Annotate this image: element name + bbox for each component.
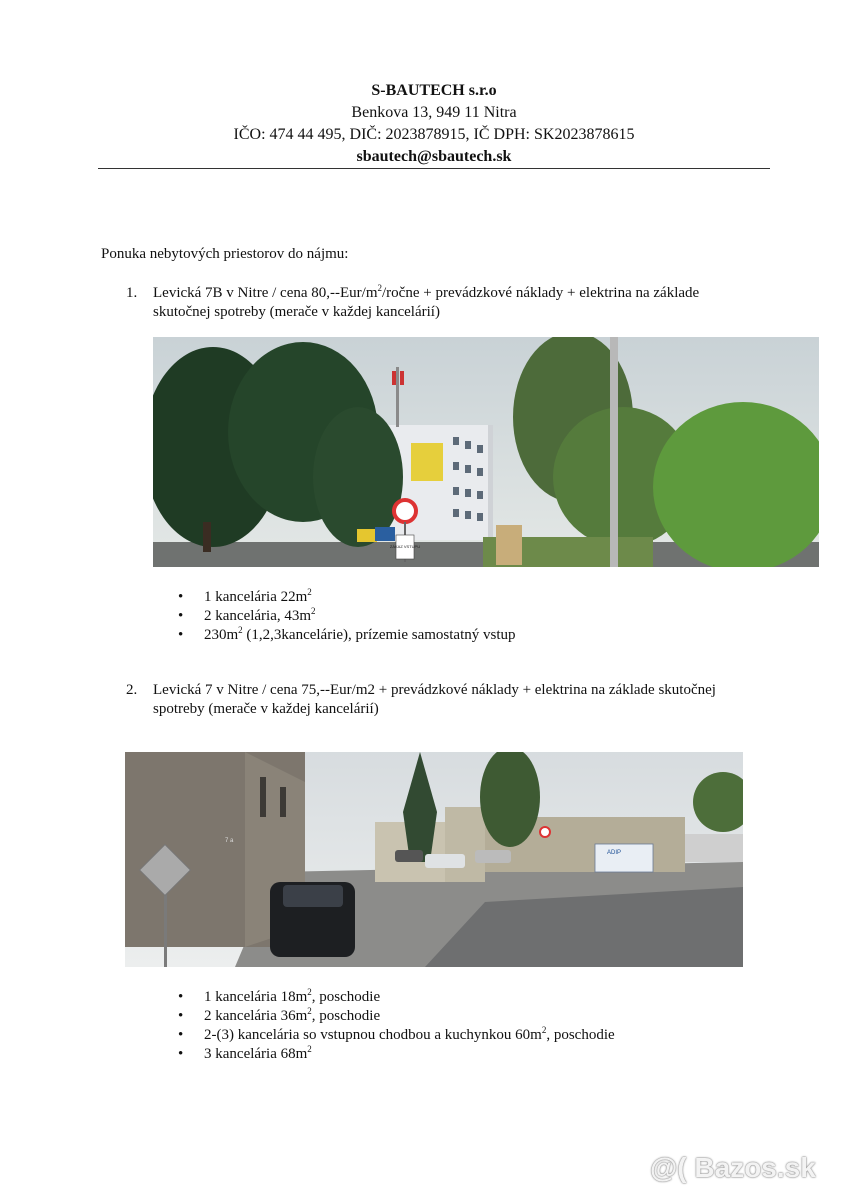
offer-2-heading [126, 681, 816, 721]
offer-2-number: 2. [126, 682, 138, 698]
svg-text:ZÁKAZ VSTUPU: ZÁKAZ VSTUPU [389, 544, 421, 549]
list-item: • 2 kancelária $36m^2$, poschodie [178, 1006, 381, 1024]
list-item: • 2-(3) kancelária so vstupnou chodbou a kuchynkou $60m^2$, poschodie [178, 1025, 615, 1043]
list-item: • 2 kancelária, $43m^2$ [178, 606, 316, 624]
offer-1-photo [153, 337, 819, 567]
list-item: • 1 kancelária $22m^2$ [178, 587, 312, 605]
company-address: Benkova 13, 949 11 Nitra [351, 104, 517, 121]
letterhead [0, 80, 848, 168]
offer-1-heading [126, 284, 806, 324]
company-name: S-BAUTECH s.r.o [371, 82, 497, 99]
offer-2-photo [125, 752, 743, 967]
company-email[interactable]: sbautech@sbautech.sk [356, 148, 512, 165]
watermark-logo: @( Bazos.sk [650, 1152, 816, 1183]
list-item: • 3 kancelária $68m^2$ [178, 1044, 312, 1062]
svg-text:ADIP: ADIP [607, 850, 622, 856]
offer-1-list [178, 588, 738, 645]
offer-2-list [178, 988, 738, 1064]
svg-text:7 a: 7 a [225, 838, 234, 844]
intro-text: Ponuka nebytových priestorov do nájmu: [101, 246, 349, 262]
offer-1-number: 1. [126, 285, 138, 301]
offer-1-text: Levická 7B v Nitre / cena $80,--Eur/m^2$/ročne + prevádzkové náklady + elektrina na základe skutočnej spotreby (merače v každej kancelárií) [153, 283, 700, 320]
list-item: • $230m^2$ (1,2,3kancelárie), prízemie samostatný vstup [178, 625, 516, 643]
offer-2-text: Levická 7 v Nitre / cena 75,--Eur/m2 + prevádzkové náklady + elektrina na základe skutočnej spotreby (merače v každej kancelárií) [153, 682, 716, 717]
company-ids: IČO: 474 44 495, DIČ: 2023878915, IČ DPH: SK2023878615 [233, 126, 635, 143]
header-divider [98, 168, 770, 169]
list-item: • 1 kancelária $18m^2$, poschodie [178, 987, 381, 1005]
